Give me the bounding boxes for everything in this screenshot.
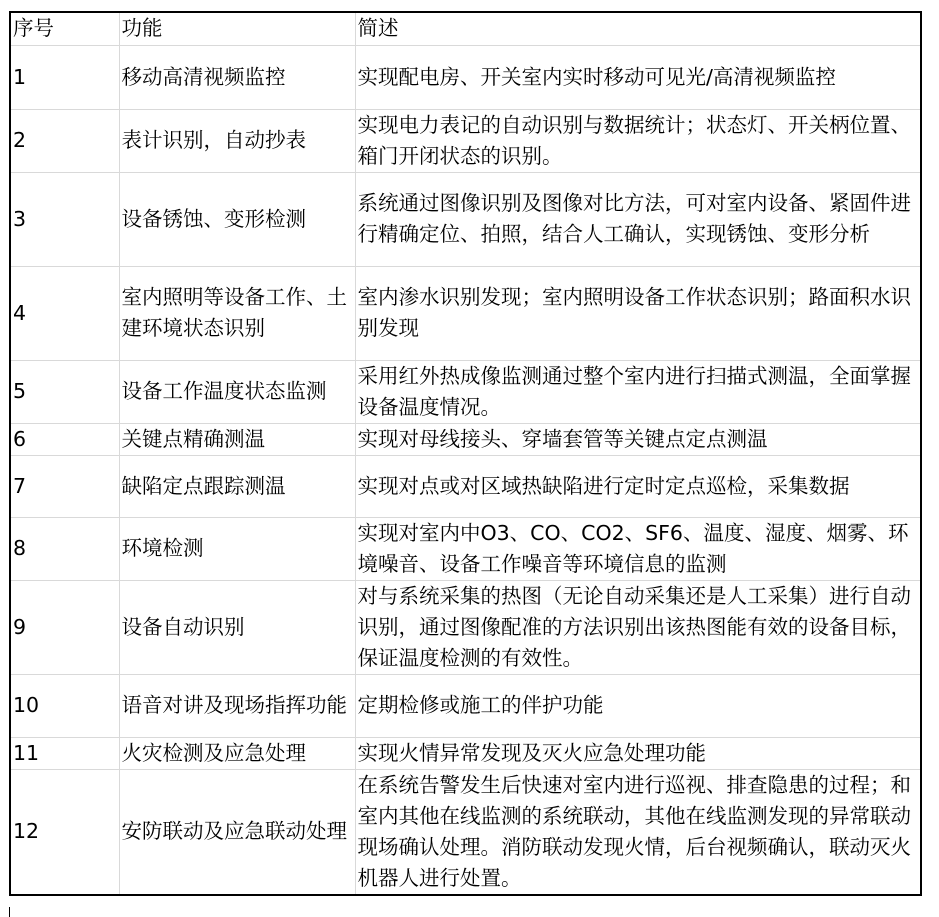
table-row: [10, 172, 921, 266]
cell-no: 3: [10, 172, 119, 266]
cell-no: 8: [10, 517, 119, 580]
cell-no: 4: [10, 266, 119, 360]
cell-description: 实现电力表记的自动识别与数据统计；状态灯、开关柄位置、箱门开闭状态的识别。: [355, 109, 921, 172]
cell-function: 设备工作温度状态监测: [119, 360, 355, 423]
table-row: [10, 674, 921, 737]
cell-no: 1: [10, 45, 119, 109]
cell-function: 缺陷定点跟踪测温: [119, 455, 355, 517]
table-row: [10, 266, 921, 360]
table-row: [10, 423, 921, 455]
cell-description: 系统通过图像识别及图像对比方法，可对室内设备、紧固件进行精确定位、拍照，结合人工确认，实现锈蚀、变形分析: [355, 172, 921, 266]
cell-description: 采用红外热成像监测通过整个室内进行扫描式测温，全面掌握设备温度情况。: [355, 360, 921, 423]
table-row: [10, 769, 921, 895]
cell-no: 9: [10, 580, 119, 674]
cell-function: 语音对讲及现场指挥功能: [119, 674, 355, 737]
cell-function: 关键点精确测温: [119, 423, 355, 455]
cell-description: 室内渗水识别发现；室内照明设备工作状态识别；路面积水识别发现: [355, 266, 921, 360]
cell-no: 12: [10, 769, 119, 895]
cell-function: 设备锈蚀、变形检测: [119, 172, 355, 266]
table-row: [10, 455, 921, 517]
cell-description: 实现对点或对区域热缺陷进行定时定点巡检，采集数据: [355, 455, 921, 517]
cell-no: 11: [10, 737, 119, 769]
cell-no: 2: [10, 109, 119, 172]
cell-function: 设备自动识别: [119, 580, 355, 674]
table-row: [10, 580, 921, 674]
cell-function: 室内照明等设备工作、土建环境状态识别: [119, 266, 355, 360]
header-function: 功能: [119, 12, 355, 45]
header-no: 序号: [10, 12, 119, 45]
cell-function: 火灾检测及应急处理: [119, 737, 355, 769]
cell-description: 实现配电房、开关室内实时移动可见光/高清视频监控: [355, 45, 921, 109]
function-table: [9, 11, 922, 896]
cell-function: 移动高清视频监控: [119, 45, 355, 109]
cell-function: 安防联动及应急联动处理: [119, 769, 355, 895]
table-row: [10, 517, 921, 580]
table-body: [10, 12, 921, 895]
cell-no: 10: [10, 674, 119, 737]
cell-function: 环境检测: [119, 517, 355, 580]
cell-description: 对与系统采集的热图（无论自动采集还是人工采集）进行自动识别，通过图像配准的方法识别出该热图能有效的设备目标，保证温度检测的有效性。: [355, 580, 921, 674]
table-row: [10, 360, 921, 423]
cell-description: 实现火情异常发现及灭火应急处理功能: [355, 737, 921, 769]
table-header-row: [10, 12, 921, 45]
table-row: [10, 109, 921, 172]
table-row: [10, 45, 921, 109]
cell-no: 7: [10, 455, 119, 517]
cell-no: 6: [10, 423, 119, 455]
table-row: [10, 737, 921, 769]
cell-function: 表计识别，自动抄表: [119, 109, 355, 172]
header-description: 简述: [355, 12, 921, 45]
page-edge-mark: [9, 907, 10, 917]
cell-no: 5: [10, 360, 119, 423]
cell-description: 在系统告警发生后快速对室内进行巡视、排查隐患的过程；和室内其他在线监测的系统联动，其他在线监测发现的异常联动现场确认处理。消防联动发现火情，后台视频确认，联动灭火机器人进行处置。: [355, 769, 921, 895]
cell-description: 定期检修或施工的伴护功能: [355, 674, 921, 737]
cell-description: 实现对室内中O3、CO、CO2、SF6、温度、湿度、烟雾、环境噪音、设备工作噪音等环境信息的监测: [355, 517, 921, 580]
cell-description: 实现对母线接头、穿墙套管等关键点定点测温: [355, 423, 921, 455]
